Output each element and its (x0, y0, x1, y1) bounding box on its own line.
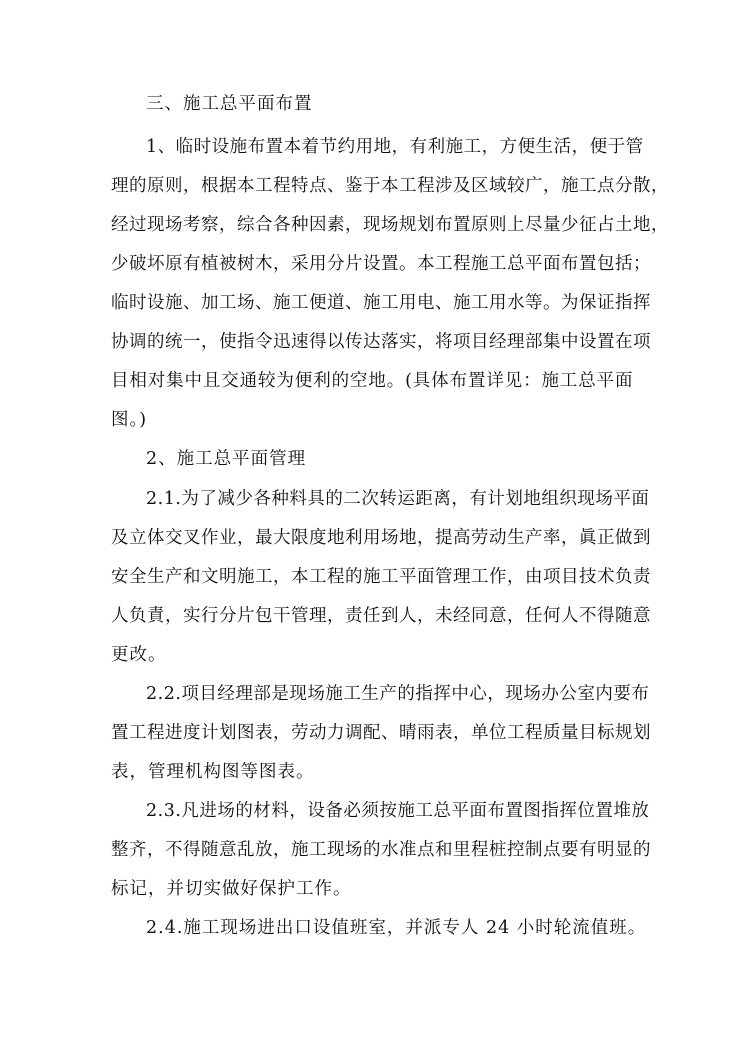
paragraph-2-1-line: 2.1.为了减少各种料具的二次转运距离，有计划地组织现场平面 (146, 489, 650, 509)
paragraph-2-4-line: 2.4.施工现场进出口设值班室，并派专人 24 小时轮流值班。 (146, 918, 647, 938)
paragraph-2-1-line: 更改。 (111, 645, 167, 665)
paragraph-1-line: 少破坏原有植被树木，采用分片设置。本工程施工总平面布置包括； (111, 254, 651, 274)
paragraph-1-line: 目相对集中且交通较为便利的空地。(具体布置详见：施工总平面 (111, 371, 633, 391)
paragraph-2-3-line: 整齐，不得随意乱放，施工现场的水准点和里程桩控制点要有明显的 (111, 840, 651, 860)
paragraph-2-3-line: 标记，并切实做好保护工作。 (111, 879, 352, 899)
section-heading: 三、施工总平面布置 (146, 94, 313, 114)
subheading-2: 2、施工总平面管理 (146, 449, 307, 469)
paragraph-2-1-line: 安全生产和文明施工，本工程的施工平面管理工作，由项目技术负责 (111, 567, 651, 587)
paragraph-1-line: 经过现场考察，综合各种因素，现场规划布置原则上尽量少征占土地， (111, 215, 669, 235)
paragraph-1-line: 图。) (111, 410, 148, 430)
paragraph-2-1-line: 人负責，实行分片包干管理，责任到人，未经同意，任何人不得随意 (111, 606, 651, 626)
paragraph-2-1-line: 及立体交叉作业，最大限度地利用场地，提高劳动生产率，眞正做到 (111, 528, 651, 548)
paragraph-1-line: 临时设施、加工场、施工便道、施工用电、施工用水等。为保证指挥 (111, 293, 651, 313)
paragraph-2-3-line: 2.3.凡进场的材料，设备必须按施工总平面布置图指挥位置堆放 (146, 801, 650, 821)
paragraph-2-2-line: 置工程进度计划图表，劳动力调配、晴雨表，单位工程质量目标规划 (111, 723, 651, 743)
paragraph-1-line: 协调的统一，使指令迅速得以传达落实，将项目经理部集中设置在项 (111, 332, 651, 352)
paragraph-2-2-line: 表，管理机构图等图表。 (111, 762, 315, 782)
paragraph-1-line: 1、临时设施布置本着节约用地，有利施工，方便生活，便于管 (146, 137, 644, 157)
paragraph-1-line: 理的原则，根据本工程特点、鉴于本工程涉及区域较广，施工点分散， (111, 176, 669, 196)
paragraph-2-2-line: 2.2.项目经理部是现场施工生产的指挥中心，现场办公室内要布 (146, 684, 650, 704)
